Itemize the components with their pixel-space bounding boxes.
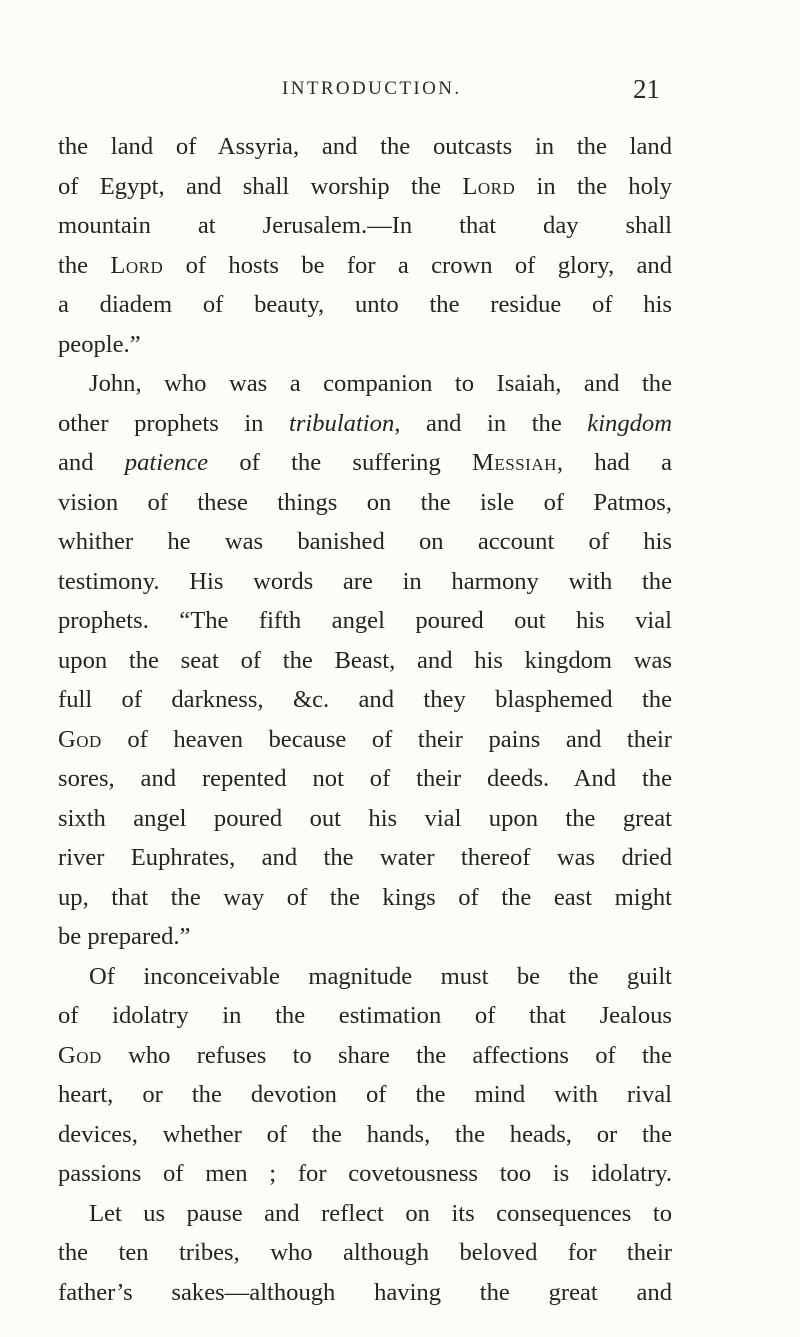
text-line: upon the seat of the Beast, and his kingdom was bbox=[58, 646, 672, 674]
text-line: people.” bbox=[58, 330, 141, 358]
text-line: God of heaven because of their pains and their bbox=[58, 725, 672, 753]
text-line: of Egypt, and shall worship the Lord in the holy bbox=[58, 172, 672, 200]
text-line: a diadem of beauty, unto the residue of his bbox=[58, 291, 672, 318]
text-line: sores, and repented not of their deeds. And the bbox=[58, 765, 672, 792]
paragraph-start: John, who was a companion to Isaiah, and the bbox=[89, 370, 672, 397]
page-number: 21 bbox=[633, 74, 660, 104]
text-line: and patience of the suffering Messiah, had a bbox=[58, 449, 673, 476]
text-line: father’s sakes—although having the great and bbox=[58, 1278, 672, 1306]
text-line: whither he was banished on account of his bbox=[58, 528, 672, 555]
text-line: mountain at Jerusalem.—In that day shall bbox=[58, 212, 672, 239]
text-line: of idolatry in the estimation of that Jealous bbox=[58, 1002, 672, 1029]
text-line: vision of these things on the isle of Patmos, bbox=[58, 488, 672, 516]
text-line: the Lord of hosts be for a crown of glory, and bbox=[58, 251, 672, 279]
text-line: passions of men ; for covetousness too is idolatry. bbox=[58, 1160, 672, 1187]
text-line: the ten tribes, who although beloved for their bbox=[58, 1239, 672, 1266]
text-line: God who refuses to share the affections of the bbox=[58, 1041, 672, 1069]
running-title: INTRODUCTION. bbox=[282, 78, 462, 99]
text-line: devices, whether of the hands, the heads, or the bbox=[58, 1120, 672, 1148]
text-line: testimony. His words are in harmony with the bbox=[58, 567, 672, 595]
body-text bbox=[58, 127, 672, 1312]
text-line: up, that the way of the kings of the east might bbox=[58, 883, 672, 911]
text-line: sixth angel poured out his vial upon the great bbox=[58, 804, 672, 832]
text-line: heart, or the devotion of the mind with rival bbox=[58, 1081, 672, 1108]
page-header bbox=[0, 74, 800, 114]
text-line: river Euphrates, and the water thereof was dried bbox=[58, 844, 672, 871]
text-line: full of darkness, &c. and they blasphemed the bbox=[58, 686, 672, 713]
text-line: Let us pause and reflect on its consequences to bbox=[89, 1199, 672, 1227]
text-line: the land of Assyria, and the outcasts in the land bbox=[58, 133, 672, 160]
text-line: be prepared.” bbox=[58, 923, 191, 950]
text-line: prophets. “The fifth angel poured out his vial bbox=[58, 607, 672, 634]
text-line: other prophets in tribulation, and in the kingdom bbox=[58, 409, 672, 437]
paragraph-start: Of inconceivable magnitude must be the guilt bbox=[89, 962, 672, 990]
